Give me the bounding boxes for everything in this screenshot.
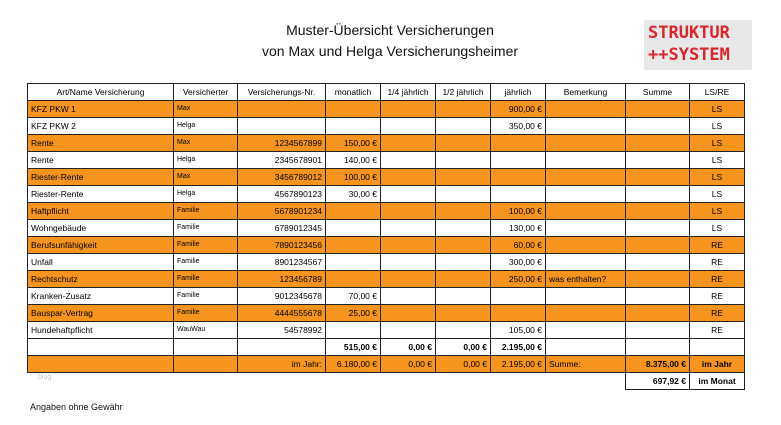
cell-bemerkung [546, 288, 626, 305]
cell-summe [626, 322, 690, 339]
table-header-row [28, 84, 745, 101]
cell-art: Riester-Rente [28, 186, 174, 203]
table-row [28, 186, 745, 203]
cell-bemerkung [546, 101, 626, 118]
cell-nr: 54578992 [238, 322, 326, 339]
cell-jaehrlich: 130,00 € [491, 220, 546, 237]
cell-nr [238, 101, 326, 118]
cell-halb [436, 322, 491, 339]
table-row [28, 101, 745, 118]
cell-summe [626, 288, 690, 305]
cell-viertel [381, 237, 436, 254]
table-row [28, 305, 745, 322]
cell-viertel [381, 271, 436, 288]
cell-monatlich [326, 237, 381, 254]
cell-monatlich [326, 254, 381, 271]
table-row [28, 237, 745, 254]
cell-halb [436, 169, 491, 186]
cell-viertel [381, 203, 436, 220]
cell-art: KFZ PKW 2 [28, 118, 174, 135]
cell-monatlich [326, 118, 381, 135]
cell-viertel [381, 186, 436, 203]
cell-art: Riester-Rente [28, 169, 174, 186]
cell-jaehrlich: 300,00 € [491, 254, 546, 271]
cell-monatlich [326, 203, 381, 220]
cell-viertel [381, 101, 436, 118]
year-halb: 0,00 € [436, 356, 491, 373]
cell-art: Kranken-Zusatz [28, 288, 174, 305]
cell-versicherter: Familie [174, 203, 238, 220]
cell-lsre: LS [690, 101, 745, 118]
cell-nr: 6789012345 [238, 220, 326, 237]
cell-nr: 123456789 [238, 271, 326, 288]
cell-nr: 1234567899 [238, 135, 326, 152]
cell-jaehrlich [491, 135, 546, 152]
cell-nr [238, 118, 326, 135]
cell-viertel [381, 169, 436, 186]
cell-nr: 8901234567 [238, 254, 326, 271]
cell-art: Rente [28, 135, 174, 152]
cell-summe [626, 220, 690, 237]
header-halb: 1/2 jährlich [436, 84, 491, 101]
struktur-system-logo [644, 20, 752, 70]
cell-monatlich [326, 271, 381, 288]
total-jaehrlich: 2.195,00 € [491, 339, 546, 356]
cell-halb [436, 152, 491, 169]
cell-lsre: LS [690, 169, 745, 186]
cell-bemerkung [546, 152, 626, 169]
cell-summe [626, 254, 690, 271]
header-viertel: 1/4 jährlich [381, 84, 436, 101]
cell-jaehrlich [491, 305, 546, 322]
cell-lsre: LS [690, 203, 745, 220]
cell-summe [626, 135, 690, 152]
header-nr: Versicherungs-Nr. [238, 84, 326, 101]
cell-monatlich: 150,00 € [326, 135, 381, 152]
cell-monatlich [326, 322, 381, 339]
cell-halb [436, 135, 491, 152]
month-unit: im Monat [690, 373, 745, 390]
table-row [28, 118, 745, 135]
cell-lsre: RE [690, 305, 745, 322]
cell-halb [436, 101, 491, 118]
cell-monatlich: 100,00 € [326, 169, 381, 186]
cell-lsre: RE [690, 254, 745, 271]
cell-versicherter: Max [174, 101, 238, 118]
total-viertel: 0,00 € [381, 339, 436, 356]
cell-nr: 4567890123 [238, 186, 326, 203]
header-art: Art/Name Versicherung [28, 84, 174, 101]
cell-viertel [381, 135, 436, 152]
cell-bemerkung [546, 203, 626, 220]
header-monatlich: monatlich [326, 84, 381, 101]
table-row [28, 254, 745, 271]
cell-jaehrlich [491, 169, 546, 186]
table-row [28, 271, 745, 288]
table-row [28, 135, 745, 152]
cell-nr: 3456789012 [238, 169, 326, 186]
cell-versicherter: WauWau [174, 322, 238, 339]
cell-nr: 4444555678 [238, 305, 326, 322]
cell-viertel [381, 322, 436, 339]
cell-nr: 9012345678 [238, 288, 326, 305]
year-row [28, 356, 745, 373]
cell-halb [436, 288, 491, 305]
logo-line-1: STRUKTUR [648, 23, 730, 43]
cell-summe [626, 169, 690, 186]
cell-lsre: RE [690, 288, 745, 305]
cell-jaehrlich: 100,00 € [491, 203, 546, 220]
cell-halb [436, 203, 491, 220]
cell-bemerkung [546, 254, 626, 271]
cell-halb [436, 220, 491, 237]
cell-lsre: RE [690, 237, 745, 254]
cell-viertel [381, 254, 436, 271]
cell-jaehrlich: 105,00 € [491, 322, 546, 339]
cell-art: Wohngebäude [28, 220, 174, 237]
header-summe: Summe [626, 84, 690, 101]
header-lsre: LS/RE [690, 84, 745, 101]
cell-halb [436, 118, 491, 135]
cell-jaehrlich [491, 186, 546, 203]
table-row [28, 220, 745, 237]
cell-jaehrlich [491, 288, 546, 305]
cell-jaehrlich: 250,00 € [491, 271, 546, 288]
cell-jaehrlich: 350,00 € [491, 118, 546, 135]
cell-art: KFZ PKW 1 [28, 101, 174, 118]
header-versicherter: Versicherter [174, 84, 238, 101]
year-unit: im Jahr [690, 356, 745, 373]
month-summe: 697,92 € [626, 373, 690, 390]
cell-summe [626, 186, 690, 203]
cell-viertel [381, 152, 436, 169]
cell-monatlich: 140,00 € [326, 152, 381, 169]
total-monatlich: 515,00 € [326, 339, 381, 356]
cell-lsre: LS [690, 118, 745, 135]
title-line-1: Muster-Übersicht Versicherungen [286, 22, 494, 38]
cell-monatlich [326, 220, 381, 237]
cell-monatlich: 30,00 € [326, 186, 381, 203]
cell-summe [626, 118, 690, 135]
cell-lsre: LS [690, 152, 745, 169]
table-row [28, 152, 745, 169]
table-row [28, 169, 745, 186]
cell-summe [626, 101, 690, 118]
cell-viertel [381, 220, 436, 237]
cell-halb [436, 305, 491, 322]
watermark: blog [38, 374, 52, 381]
cell-summe [626, 152, 690, 169]
cell-art: Hundehaftpflicht [28, 322, 174, 339]
logo-line-2: ++SYSTEM [648, 45, 730, 65]
cell-monatlich: 25,00 € [326, 305, 381, 322]
table-row [28, 203, 745, 220]
cell-bemerkung [546, 186, 626, 203]
cell-halb [436, 186, 491, 203]
cell-versicherter: Familie [174, 254, 238, 271]
cell-lsre: LS [690, 220, 745, 237]
cell-halb [436, 237, 491, 254]
table-row [28, 288, 745, 305]
year-jaehrlich: 2.195,00 € [491, 356, 546, 373]
cell-art: Rente [28, 152, 174, 169]
cell-versicherter: Helga [174, 186, 238, 203]
cell-versicherter: Familie [174, 288, 238, 305]
cell-lsre: RE [690, 322, 745, 339]
footer-note: Angaben ohne Gewähr [30, 402, 123, 412]
header-bemerkung: Bemerkung [546, 84, 626, 101]
cell-bemerkung: was enthalten? [546, 271, 626, 288]
cell-art: Berufsunfähigkeit [28, 237, 174, 254]
cell-monatlich: 70,00 € [326, 288, 381, 305]
year-label: im Jahr: [238, 356, 326, 373]
cell-summe [626, 203, 690, 220]
cell-versicherter: Max [174, 135, 238, 152]
cell-jaehrlich [491, 152, 546, 169]
cell-lsre: LS [690, 186, 745, 203]
cell-bemerkung [546, 220, 626, 237]
document-title [190, 20, 590, 62]
cell-lsre: RE [690, 271, 745, 288]
year-monatlich: 6.180,00 € [326, 356, 381, 373]
cell-jaehrlich: 60,00 € [491, 237, 546, 254]
total-halb: 0,00 € [436, 339, 491, 356]
cell-bemerkung [546, 237, 626, 254]
cell-lsre: LS [690, 135, 745, 152]
cell-monatlich [326, 101, 381, 118]
cell-nr: 7890123456 [238, 237, 326, 254]
cell-bemerkung [546, 118, 626, 135]
table-row [28, 322, 745, 339]
cell-bemerkung [546, 322, 626, 339]
cell-versicherter: Familie [174, 220, 238, 237]
title-line-2: von Max und Helga Versicherungsheimer [261, 43, 519, 59]
cell-summe [626, 271, 690, 288]
cell-art: Unfall [28, 254, 174, 271]
month-row [28, 373, 745, 390]
cell-halb [436, 271, 491, 288]
year-viertel: 0,00 € [381, 356, 436, 373]
cell-summe [626, 305, 690, 322]
totals-row [28, 339, 745, 356]
cell-versicherter: Familie [174, 271, 238, 288]
cell-viertel [381, 305, 436, 322]
cell-bemerkung [546, 135, 626, 152]
cell-art: Bauspar-Vertrag [28, 305, 174, 322]
cell-summe [626, 237, 690, 254]
year-summe-label: Summe: [546, 356, 626, 373]
cell-viertel [381, 288, 436, 305]
cell-nr: 2345678901 [238, 152, 326, 169]
cell-art: Haftpflicht [28, 203, 174, 220]
cell-art: Rechtschutz [28, 271, 174, 288]
cell-nr: 5678901234 [238, 203, 326, 220]
cell-versicherter: Familie [174, 237, 238, 254]
cell-bemerkung [546, 305, 626, 322]
cell-versicherter: Max [174, 169, 238, 186]
cell-versicherter: Helga [174, 152, 238, 169]
cell-halb [436, 254, 491, 271]
year-summe: 8.375,00 € [626, 356, 690, 373]
cell-viertel [381, 118, 436, 135]
cell-versicherter: Familie [174, 305, 238, 322]
cell-jaehrlich: 900,00 € [491, 101, 546, 118]
cell-versicherter: Helga [174, 118, 238, 135]
insurance-table [27, 83, 745, 390]
header-jaehrlich: jährlich [491, 84, 546, 101]
cell-bemerkung [546, 169, 626, 186]
